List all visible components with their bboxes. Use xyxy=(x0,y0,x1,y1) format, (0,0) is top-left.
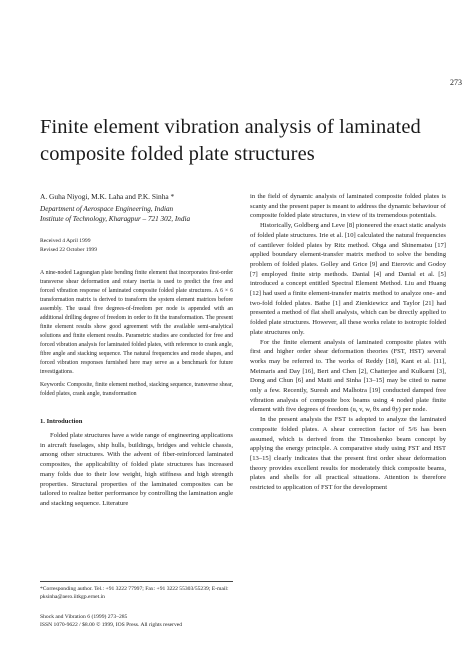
revised-date: Revised 22 October 1999 xyxy=(40,246,98,253)
corresponding-author-footnote: *Corresponding author. Tel.: +91 3222 77997; Fax: +91 3222 55303/55239; E-mail: pksinha@aero.iitkgp.ernet.in xyxy=(40,586,229,600)
abstract: A nine-noded Lagrangian plate bending finite element that incorporates first-order transverse shear deformation and rotary inertia is used to predict the free and forced vibration response of laminated composite folded plate structures. A 6 × 6 transformation matrix is derived to transform the system element matrices before assembly. The usual five degrees-of-freedom per node is appended with an additional drilling degree of freedom in order to fit the transformation. The present finite element results show good agreement with the available semi-analytical solutions and finite element results. Parametric studies are conducted for free and forced vibration analysis for laminated folded plates, with reference to crank angle, fibre angle and stacking sequence. The natural frequencies and mode shapes, and forced vibration responses furnished here may serve as a benchmark for future investigations. xyxy=(40,270,233,375)
intro-paragraph-continued: in the field of dynamic analysis of laminated composite folded plates is scanty and the present paper is meant to address the dynamic behaviour of composite folded plate structures, in view of its tremendous potentials. xyxy=(250,193,446,220)
page-number: 273 xyxy=(450,78,462,87)
received-date: Received 4 April 1999 xyxy=(40,238,91,244)
journal-info xyxy=(40,613,280,629)
intro-paragraph-present-analysis: In the present analysis the FST is adopted to analyze the laminated composite folded plates. A shear correction factor of 5/6 has been assumed, which is derived from the Timoshenko beam concept by applying the energy principle. A comparative study using FST and HST [13–15] clearly indicates that the present first order shear deformation theory provides excellent results for moderately thick composite beams, plates and shells for all practical situations. Attention is therefore restricted to application of FST for the development xyxy=(250,416,446,492)
journal-citation: Shock and Vibration 6 (1999) 273–285 xyxy=(40,614,128,620)
left-column xyxy=(40,192,233,509)
affiliation-department: Department of Aerospace Engineering, Indian xyxy=(40,205,174,213)
right-column xyxy=(250,192,446,493)
intro-paragraph-left: Folded plate structures have a wide range of engineering applications in aircraft fuselages, ship hulls, buildings, bridges and vehicle chassis, among other structures. With the advent of fiber-reinforced laminated composites, the applicability of folded plate structures has increased many folds due to their low weight, high stiffness and high strength properties. Structural properties of the laminated composites can be tailored to realize better performance by controlling the lamination angle and stacking sequence. Literature xyxy=(40,432,233,507)
journal-issn: ISSN 1070-9622 / $8.00 © 1999, IOS Press. All rights reserved xyxy=(40,622,183,628)
intro-paragraph-history: Historically, Goldberg and Leve [8] pioneered the exact static analysis of folded plate structures. Irie et al. [10] calculated the natural frequencies of cantilever folded plates by Ritz method. Ohga and Shinematsu [17] applied boundary element-transfer matrix method to solve the bending problem of folded plates. Golley and Grice [9] and Eterovic and Godoy [7] employed finite strip methods. Danial [4] and Danial et al. [5] introduced a concept entitled Spectral Element Method. Liu and Huang [12] had used a finite element-transfer matrix method to analyze one- and two-fold folded plates. Bathe [1] and Zienkiewicz and Taylor [21] had presented a method of flat shell analysis, which can be directly applied to folded plate structures. However, all these works relate to isotropic folded plate structures only. xyxy=(250,222,446,336)
affiliation-institute: Institute of Technology, Kharagpur – 721 302, India xyxy=(40,215,191,223)
keywords: Keywords: Composite, finite element method, stacking sequence, transverse shear, folded plates, crank angle, transformation xyxy=(40,382,233,397)
footnote-block xyxy=(40,581,233,601)
paper-title: Finite element vibration analysis of laminated composite folded plate structures xyxy=(40,116,421,165)
authors: A. Guha Niyogi, M.K. Laha and P.K. Sinha * xyxy=(40,192,175,201)
intro-paragraph-fea-literature: For the finite element analysis of laminated composite plates with first and higher order shear deformation theories (FST, HST) several works may be referred to. The works of Reddy [18], Kant et al. [11], Meimaris and Day [16], Bert and Chen [2], Chatterjee and Kulkarni [3], Dong and Chun [6] and Maiti and Sinha [13–15] may be cited to name only a few. Recently, Suresh and Malhotra [19] conducted damped free vibration analysis of composite box beams using 4 noded plate finite element with five degrees of freedom (u, v, w, θx and θy) per node. xyxy=(250,338,446,414)
section-heading-introduction: 1. Introduction xyxy=(40,418,83,425)
received-dates xyxy=(40,237,233,254)
